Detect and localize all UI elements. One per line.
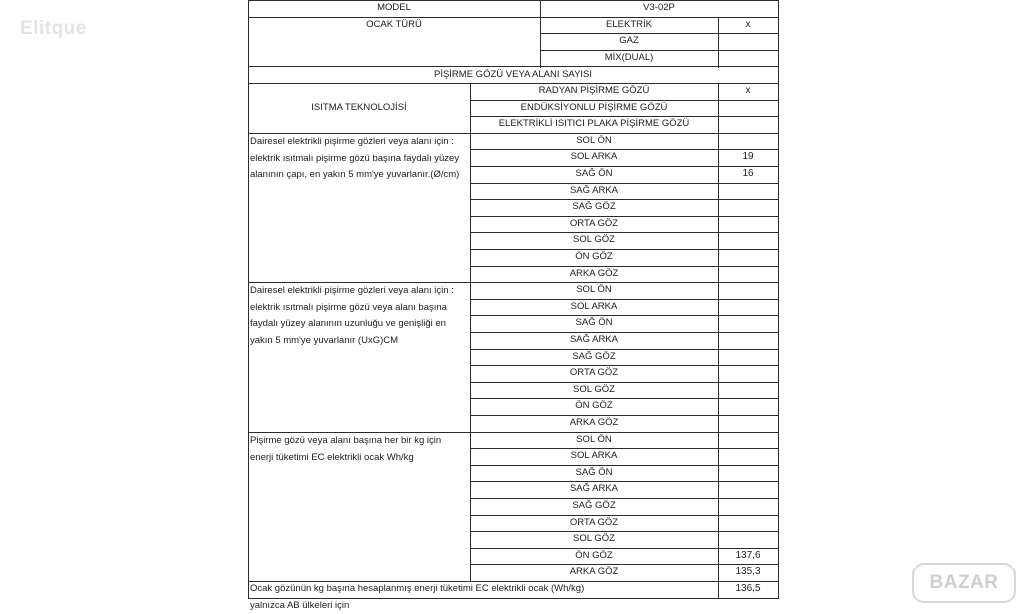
cooking-zone-label: SOL ÖN	[576, 434, 612, 445]
model-value: V3-02P	[643, 2, 675, 13]
model-label: MODEL	[377, 2, 411, 13]
grid-line	[470, 332, 779, 333]
cooking-zone-value	[718, 216, 778, 232]
isitma-type-mark	[718, 116, 778, 132]
section-title: PİŞİRME GÖZÜ VEYA ALANI SAYISI	[433, 69, 593, 80]
cooking-zone-label: ÖN GÖZ	[575, 400, 613, 411]
ocak-turu-label: OCAK TÜRÜ	[366, 19, 422, 30]
grid-line	[718, 17, 719, 68]
grid-line	[470, 365, 779, 366]
footer-label: Ocak gözünün kg başına hesaplanmış enerji tüketimi EC elektrikli ocak (Wh/kg)	[250, 583, 585, 594]
cooking-zone-value	[718, 365, 778, 381]
cooking-zone-label: SOL ARKA	[570, 450, 618, 461]
ocak-type-label: MİX(DUAL)	[604, 52, 654, 63]
cooking-zone-value	[718, 432, 778, 448]
cooking-zone-value	[718, 232, 778, 248]
cooking-zone-value: 137,6	[735, 550, 761, 561]
group-description: Pişirme gözü veya alanı başına her bir kg için enerji tüketimi EC elektrikli ocak Wh/kg	[250, 435, 442, 463]
ocak-type-mark: x	[745, 19, 751, 30]
cooking-zone-value: 19	[742, 151, 754, 162]
grid-line	[470, 382, 779, 383]
isitma-type-mark: x	[745, 85, 751, 96]
cooking-zone-label: SAĞ GÖZ	[572, 500, 616, 511]
grid-line	[470, 249, 779, 250]
grid-line	[470, 531, 779, 532]
grid-line	[470, 199, 779, 200]
cooking-zone-value	[718, 349, 778, 365]
footer-note: yalnızca AB ülkeleri için	[250, 600, 350, 611]
isitma-label: ISITMA TEKNOLOJİSİ	[311, 102, 407, 113]
cooking-zone-value	[718, 448, 778, 464]
cooking-zone-value	[718, 332, 778, 348]
cooking-zone-label: ORTA GÖZ	[569, 218, 619, 229]
cooking-zone-label: SAĞ ÖN	[575, 467, 613, 478]
cooking-zone-value	[718, 266, 778, 282]
ocak-type-label: GAZ	[619, 35, 639, 46]
watermark-right: BAZAR	[912, 563, 1016, 603]
cooking-zone-label: SAĞ GÖZ	[572, 351, 616, 362]
cooking-zone-value	[718, 398, 778, 414]
cooking-zone-label: SAĞ ARKA	[569, 185, 619, 196]
cooking-zone-label: SAĞ ÖN	[575, 168, 613, 179]
ocak-type-mark	[718, 33, 778, 49]
cooking-zone-value: 16	[742, 168, 754, 179]
cooking-zone-label: SAĞ GÖZ	[572, 201, 616, 212]
cooking-zone-label: SOL ÖN	[576, 284, 612, 295]
cooking-zone-value	[718, 498, 778, 514]
footer-value: 136,5	[735, 583, 761, 594]
cooking-zone-value	[718, 465, 778, 481]
cooking-zone-label: ÖN GÖZ	[575, 251, 613, 262]
cooking-zone-value	[718, 415, 778, 431]
cooking-zone-value	[718, 282, 778, 298]
grid-line	[248, 0, 249, 599]
grid-line	[470, 183, 779, 184]
isitma-type-label: ENDÜKSİYONLU PİŞİRME GÖZÜ	[520, 102, 668, 113]
group-description: Dairesel elektrikli pişirme gözleri veya alanı için : elektrik ısıtmalı pişirme gözü veya alanı başına faydalı yüzey alanının uzunluğu ve genişliği en yakın 5 mm'ye yuvarlanır (UxG)CM	[250, 285, 454, 346]
cooking-zone-label: SOL GÖZ	[573, 533, 615, 544]
cooking-zone-label: ARKA GÖZ	[569, 566, 619, 577]
cooking-zone-label: ORTA GÖZ	[569, 367, 619, 378]
grid-line	[470, 481, 779, 482]
grid-line	[470, 232, 779, 233]
cooking-zone-label: ORTA GÖZ	[569, 517, 619, 528]
grid-line	[540, 0, 541, 18]
grid-line	[540, 50, 779, 51]
cooking-zone-label: SAĞ ARKA	[569, 483, 619, 494]
grid-line	[540, 33, 779, 34]
grid-line	[470, 448, 779, 449]
ocak-type-label: ELEKTRİK	[606, 19, 652, 30]
cooking-zone-label: ARKA GÖZ	[569, 268, 619, 279]
cooking-zone-label: SOL GÖZ	[573, 234, 615, 245]
cooking-zone-value	[718, 299, 778, 315]
isitma-type-mark	[718, 100, 778, 116]
cooking-zone-label: ÖN GÖZ	[575, 550, 613, 561]
grid-line	[718, 83, 719, 599]
cooking-zone-value	[718, 249, 778, 265]
grid-line	[470, 548, 779, 549]
grid-line	[470, 100, 779, 101]
isitma-type-label: ELEKTRİKLİ ISITICI PLAKA PİŞİRME GÖZÜ	[498, 118, 690, 129]
grid-line	[470, 116, 779, 117]
grid-line	[470, 216, 779, 217]
cooking-zone-value	[718, 183, 778, 199]
cooking-zone-value	[718, 315, 778, 331]
grid-line	[470, 465, 779, 466]
cooking-zone-label: ARKA GÖZ	[569, 417, 619, 428]
grid-line	[540, 17, 541, 68]
cooking-zone-label: SAĞ ÖN	[575, 317, 613, 328]
grid-line	[470, 498, 779, 499]
watermark-left: Elitque	[20, 18, 87, 39]
grid-line	[470, 415, 779, 416]
grid-line	[470, 515, 779, 516]
grid-line	[470, 398, 779, 399]
cooking-zone-label: SOL ARKA	[570, 301, 618, 312]
grid-line	[470, 349, 779, 350]
cooking-zone-value	[718, 531, 778, 547]
isitma-type-label: RADYAN PİŞİRME GÖZÜ	[538, 85, 650, 96]
grid-line	[778, 0, 779, 599]
cooking-zone-label: SAĞ ARKA	[569, 334, 619, 345]
cooking-zone-value	[718, 133, 778, 149]
cooking-zone-value: 135,3	[735, 566, 761, 577]
cooking-zone-value	[718, 481, 778, 497]
grid-line	[470, 166, 779, 167]
cooking-zone-label: SOL GÖZ	[573, 384, 615, 395]
ocak-type-mark	[718, 50, 778, 66]
cooking-zone-value	[718, 515, 778, 531]
cooking-zone-label: SOL ARKA	[570, 151, 618, 162]
grid-line	[470, 266, 779, 267]
grid-line	[470, 564, 779, 565]
grid-line	[470, 83, 471, 582]
grid-line	[470, 299, 779, 300]
grid-line	[470, 315, 779, 316]
cooking-zone-label: SOL ÖN	[576, 135, 612, 146]
group-description: Dairesel elektrikli pişirme gözleri veya alanı için : elektrik ısıtmalı pişirme gözü başına faydalı yüzey alanının çapı, en yakın 5 mm'ye yuvarlanır.(Ø/cm)	[250, 136, 460, 181]
grid-line	[470, 149, 779, 150]
cooking-zone-value	[718, 199, 778, 215]
cooking-zone-value	[718, 382, 778, 398]
